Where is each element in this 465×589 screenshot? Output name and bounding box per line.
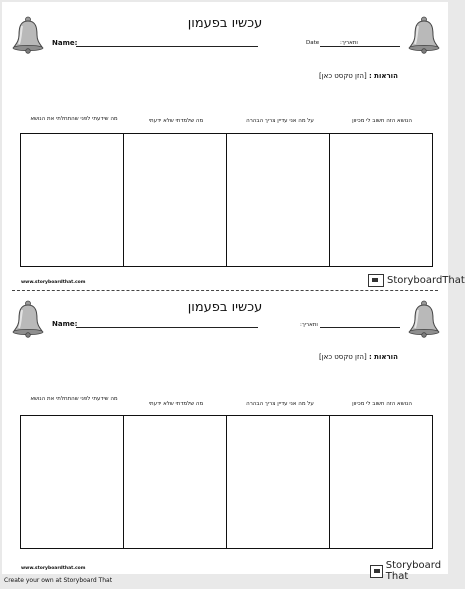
date-label: ותאריך: — [300, 322, 318, 328]
name-line — [76, 327, 258, 328]
worksheet-title: עכשיו בפעמון — [187, 300, 263, 315]
instructions-text: [הזן טקסט כאן] — [319, 353, 367, 361]
name-label: Name: — [52, 39, 78, 47]
response-cell-1[interactable] — [21, 416, 123, 548]
brand-logo — [370, 560, 448, 582]
instructions — [319, 72, 398, 80]
cut-line — [12, 290, 438, 291]
column-label-4: הנושא הזה חשוב לי מכיוון — [352, 401, 412, 407]
storyboardthat-logo-icon — [368, 274, 384, 287]
column-label-1: מה שידעתי לפני שהתחלתי את הנושא — [30, 396, 118, 402]
worksheet-bottom — [2, 294, 448, 580]
response-cell-3[interactable] — [226, 416, 329, 548]
instructions-label: הוראות : — [368, 353, 398, 361]
brand-logo — [368, 274, 465, 287]
column-label-2: מה שלמדתי שלא ידעתי — [148, 401, 204, 407]
column-label-4: הנושא הזה חשוב לי מכיוון — [352, 118, 412, 124]
name-label: Name: — [52, 320, 78, 328]
response-cell-2[interactable] — [123, 134, 226, 266]
worksheet-top — [2, 2, 465, 288]
column-label-2: מה שלמדתי שלא ידעתי — [148, 118, 204, 124]
date-line — [320, 327, 400, 328]
response-cell-3[interactable] — [226, 134, 329, 266]
response-grid — [20, 133, 433, 267]
column-label-1: מה שידעתי לפני שהתחלתי את הנושא — [30, 116, 118, 122]
response-cell-4[interactable] — [329, 416, 432, 548]
instructions — [319, 353, 398, 361]
instructions-label: הוראות : — [368, 72, 398, 80]
response-grid — [20, 415, 433, 549]
storyboardthat-logo-icon — [370, 565, 383, 578]
brand-name: Storyboard That — [385, 560, 442, 582]
column-label-3: על מה אני עדיין צריך הבהרה — [246, 118, 314, 124]
column-label-3: על מה אני עדיין צריך הבהרה — [246, 401, 314, 407]
date-prefix: Date — [306, 40, 320, 46]
response-cell-2[interactable] — [123, 416, 226, 548]
response-cell-4[interactable] — [329, 134, 432, 266]
footer-url: www.storyboardthat.com — [21, 566, 86, 571]
worksheet-title: עכשיו בפעמון — [187, 16, 263, 31]
date-label: ותאריך: — [340, 40, 358, 46]
instructions-text: [הזן טקסט כאן] — [319, 72, 367, 80]
brand-name: StoryboardThat — [387, 275, 465, 286]
date-line — [320, 46, 400, 47]
bottom-credit: Create your own at Storyboard That — [4, 577, 113, 584]
name-line — [76, 46, 258, 47]
response-cell-1[interactable] — [21, 134, 123, 266]
footer-url: www.storyboardthat.com — [21, 280, 86, 285]
